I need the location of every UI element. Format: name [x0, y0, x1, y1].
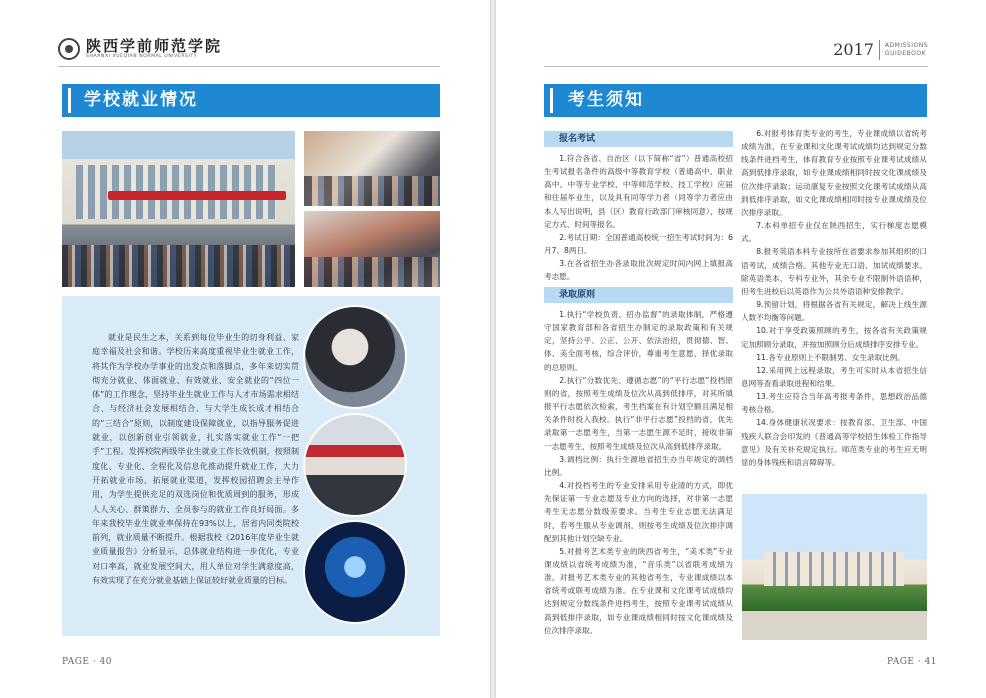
photo-circle-lecture-hall — [303, 413, 407, 517]
year-label: 2017 — [833, 40, 880, 60]
notice-section-title: 考生须知 — [568, 90, 644, 110]
photo-recruitment-booth — [304, 131, 440, 206]
admission-item-6: 6.对报考体育类专业的考生，专业课成绩以省统考成绩为准，在专业课和文化课考试成绩均达到规定分数线条件进档考生，体育教育专业按照专业课考试成绩从高到低排序录取，如专业课成绩相同时按文化课成绩及位次排序录取；运动康复专业按照文化课考试成绩从高到低排序录取，如文化课成绩相同时按专业课成绩及位次排序录取。 — [741, 129, 927, 217]
photo-circle-student-papers — [303, 305, 407, 409]
employment-section-banner — [62, 84, 440, 117]
photo-job-fair-hall — [304, 211, 440, 287]
guide-label-line1: ADMISSIONS — [884, 42, 928, 49]
campus-building-facade — [764, 552, 904, 586]
admission-principles-continued — [741, 127, 927, 469]
subhead-admission-label: 录取原则 — [559, 290, 596, 300]
job-fair-red-banner — [108, 191, 286, 200]
admission-item-14: 14.身体健康状况要求：按教育部、卫生部、中国残疾人联合会印发的《普通高等学校招生体检工作指导意见》及有关补充规定执行。师范类专业的考生应无明显的身体残疾和语言障碍等。 — [741, 418, 927, 467]
subhead-registration — [544, 131, 733, 147]
subhead-admission-principles — [544, 287, 733, 303]
booth-people — [304, 176, 440, 206]
admission-item-1: 1.执行“学校负责、招办监督”的录取体制，严格遵守国家教育部和各省招生办制定的录取政策和有关规定，坚持公平、公正、公开、依法治招，贯彻德、智、体、美全面考核，综合评价，尊重考生意愿，择优录取的总原则。 — [544, 310, 733, 372]
logo-english-name: SHAANXI XUEQIAN NORMAL UNIVERSITY — [86, 54, 198, 59]
admission-item-2: 2.执行“分数优先、遵循志愿”的“平行志愿”投档原则的省，按照考生成绩及位次从高到低排序，对其所填报平行志愿依次检索，考生档案在有计划空额且满足相关条件时投入我校。执行“非平行志愿”投档的省，优先录取第一志愿考生，当第一志愿生源不足时，接收非第一志愿考生，按照考生成绩及位次从高到低排序录取。 — [544, 375, 733, 451]
admission-item-4: 4.对投档考生的专业安排采用专业清的方式，即优先保证第一专业志愿及专业方向的选择，对非第一志愿考生无志愿分数级差要求。当考生专业志愿无法满足时，若考生服从专业调剂，则按考生成绩及位次排序调配到其他计划空缺专业。 — [544, 481, 733, 543]
admission-item-13: 13.考生应符合当年高考报考条件，思想政治品德考核合格。 — [741, 392, 927, 415]
photo-circle-stage-event — [303, 520, 407, 624]
hall-people — [304, 257, 440, 287]
admission-item-11: 11.各专业原则上不限制男、女生录取比例。 — [756, 352, 905, 362]
admission-item-7: 7.本科单招专业仅在陕西招生，实行梯度志愿模式。 — [741, 221, 927, 244]
university-seal-icon — [58, 38, 80, 60]
photo-campus-building — [742, 494, 927, 640]
admission-principles-text — [544, 308, 733, 637]
guidebook-year-mark — [833, 40, 928, 60]
logo-chinese-name: 陕西学前师范学院 — [86, 37, 223, 55]
registration-item-3: 3.在各省招生办各录取批次规定时间内网上填报高考志愿。 — [544, 259, 733, 282]
admission-item-8: 8.报考英语本科专业按所在省要求参加其组织的口语考试，成绩合格。其他专业无口语、加试成绩要求。除英语类本、专科专业外，其余专业不限制外语语种，但考生进校后以英语作为公共外语语种安排教学。 — [741, 247, 927, 296]
crowd-of-students — [62, 245, 295, 287]
admission-item-12: 12.采用网上远程录取，考生可实时从本省招生信息网等查看录取进程和结果。 — [741, 365, 927, 388]
banner-accent-bar — [68, 88, 71, 113]
photo-career-fair-building — [62, 131, 295, 287]
registration-text — [544, 152, 733, 284]
admission-item-10: 10.对于享受政策照顾的考生，按各省有关政策规定加照顾分录取，并按加照顾分后成绩排序安排专业。 — [741, 326, 927, 349]
banner-accent-bar — [550, 88, 553, 113]
book-spine — [490, 0, 496, 698]
registration-item-1: 1.符合各省、自治区（以下简称“省”）普通高校招生考试报名条件的高级中等教育学校（普通高中、职业高中、中等专业学校、中等师范学校、技工学校）应届和往届毕业生，以及具有同等学力者（同等学力者应由本人写出说明，县（区）教育行政部门审核同意），按规定方式、时间等报名。 — [544, 154, 733, 229]
admission-item-5: 5.对报考艺术类专业的陕西省考生，“美术类”专业课成绩以省统考成绩为准，“音乐类”以省联考成绩为准。对报考艺术类专业的其他省考生，专业课成绩以本省统考或联考成绩为准。在专业课和文化课考试成绩均达到规定分数线条件进档考生，按照专业课考试成绩从高到低排序录取，如专业课成绩相同时按文化课成绩及位次排序录取。 — [544, 546, 733, 635]
page-number-left: PAGE · 40 — [62, 657, 113, 667]
header-rule-right — [544, 66, 928, 67]
admission-item-3: 3.调档比例：执行生源地省招生办当年规定的调档比例。 — [544, 454, 733, 477]
header-rule-left — [58, 66, 440, 67]
notice-section-banner — [544, 84, 927, 117]
employment-body-text: 就业是民生之本，关系到每位毕业生的切身利益、家庭幸福及社会和谐。学校历来高度重视毕业生就业工作，将其作为学校办学事业的出发点和落脚点，多年来切实贯彻充分就业、体面就业、有效就业、安全就业的“四位一体”的工作理念，坚持毕业生就业工作与人才市场需求相结合、与经济社会发展相结合、与大学生成长成才相结合的“三结合”原则，以制度建设保障就业，以指导服务促进就业，以创新创业引领就业，扎实落实就业工作“一把手”工程。发挥校院两级毕业生就业工作长效机制，按照制度化、专业化、全程化及信息化推动提升就业工作，大力开拓就业市场、拓展就业渠道，发挥校园招聘会主导作用，为学生提供充足的双选岗位和优质周到的服务，形成人人关心、群策群力、全员参与的就业工作良好局面。多年来我校毕业生就业率保持在93%以上，居省内同类院校前列，就业质量不断提升。根据我校《2016年度毕业生就业质量报告》分析显示，总体就业结构进一步优化，专业对口率高，就业发展空间大，用人单位对学生满意度高，有效实现了在充分就业基础上保证较好就业质量的目标。 — [92, 333, 299, 586]
university-logo — [58, 38, 222, 60]
employment-section-title: 学校就业情况 — [84, 90, 198, 110]
page-number-right: PAGE · 41 — [887, 657, 938, 667]
admission-item-9: 9.预留计划，将根据各省有关规定，解决上线生源人数不均衡等问题。 — [741, 300, 927, 323]
guide-label-line2: GUIDEBOOK — [884, 50, 927, 57]
registration-item-2: 2.考试日期：全国普通高校统一招生考试时间为：6月7、8两日。 — [544, 232, 733, 256]
subhead-registration-label: 报名考试 — [559, 134, 596, 144]
